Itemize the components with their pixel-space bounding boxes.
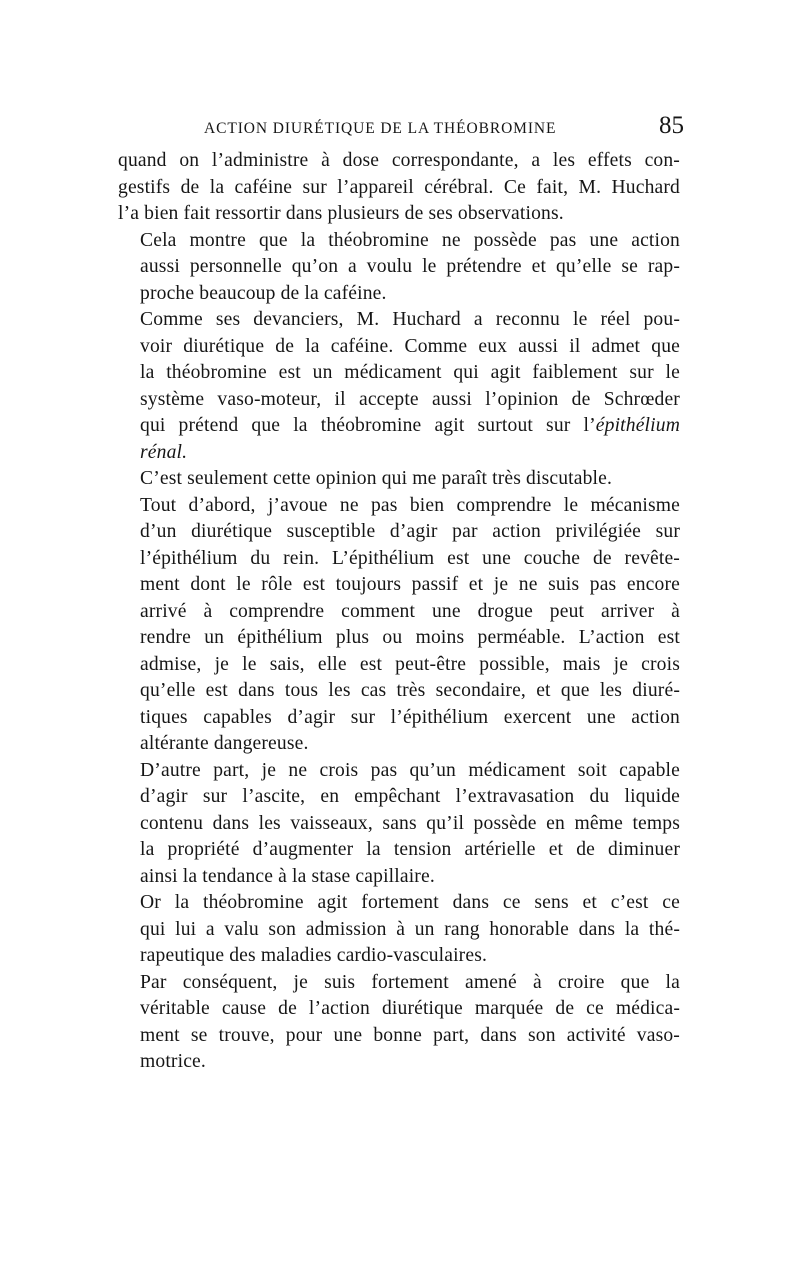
paragraph-4 (118, 466, 680, 493)
text-line: d’agir sur l’ascite, en empêchant l’extravasation du liquide (140, 786, 680, 807)
text-line: Par conséquent, je suis fortement amené à croire que la (140, 971, 680, 993)
text-line: qu’elle est dans tous les cas très secondaire, et que les diuré- (140, 680, 680, 701)
text-line: quand on l’administre à dose correspondante, a les effets con- (118, 150, 680, 171)
text-line: la propriété d’augmenter la tension artérielle et de diminuer (140, 839, 680, 860)
text-line: C’est seulement cette opinion qui me paraît très discutable. (140, 468, 613, 489)
text-line: voir diurétique de la caféine. Comme eux aussi il admet que (140, 335, 680, 357)
text-line: motrice. (140, 1051, 206, 1072)
text-line: D’autre part, je ne crois pas qu’un médicament soit capable (140, 759, 680, 781)
text-line: aussi personnelle qu’on a voulu le prétendre et qu’elle se rap- (140, 256, 680, 277)
text-line: système vaso-moteur, il accepte aussi l’opinion de Schrœder (140, 388, 680, 410)
text-line: gestifs de la caféine sur l’appareil cérébral. Ce fait, M. Huchard (118, 176, 680, 198)
text-line: ainsi la tendance à la stase capillaire. (140, 865, 435, 887)
paragraph-8 (118, 970, 680, 1076)
text-line: ment dont le rôle est toujours passif et je ne suis pas encore (140, 574, 680, 595)
running-title: ACTION DIURÉTIQUE DE LA THÉOBROMINE (204, 120, 557, 137)
text-line: Or la théobromine agit fortement dans ce sens et c’est ce (140, 892, 680, 913)
paragraph-5 (118, 493, 680, 758)
text-line: contenu dans les vaisseaux, sans qu’il possède en même temps (140, 812, 680, 834)
text-line: véritable cause de l’action diurétique marquée de ce médica- (140, 998, 680, 1019)
text-line: d’un diurétique susceptible d’agir par action privilégiée sur (140, 521, 680, 542)
text-line: admise, je le sais, elle est peut-être possible, mais je crois (140, 653, 680, 675)
text-line: arrivé à comprendre comment une drogue peut arriver à (140, 600, 680, 622)
paragraph-1 (118, 148, 680, 228)
text-fragment: qui prétend que la théobromine agit surtout sur l’ (140, 415, 596, 436)
text-line: Tout d’abord, j’avoue ne pas bien comprendre le mécanisme (140, 494, 680, 516)
text-line: proche beaucoup de la caféine. (140, 282, 387, 304)
paragraph-3 (118, 307, 680, 466)
body-text (118, 148, 680, 1076)
text-line: qui lui a valu son admission à un rang honorable dans la thé- (140, 918, 680, 940)
text-line: altérante dangereuse. (140, 733, 309, 754)
text-line: tiques capables d’agir sur l’épithélium exercent une action (140, 706, 680, 728)
text-line: l’épithélium du rein. L’épithélium est une couche de revête- (140, 547, 680, 569)
text-line: l’a bien fait ressortir dans plusieurs de ses observations. (118, 203, 564, 224)
paragraph-2 (118, 228, 680, 308)
text-line: la théobromine est un médicament qui agit faiblement sur le (140, 362, 680, 383)
italic-term: épithélium (595, 415, 680, 436)
italic-term: rénal (140, 441, 183, 463)
text-line: rapeutique des maladies cardio-vasculaires. (140, 945, 488, 966)
italic-punctuation: . (182, 441, 188, 463)
paragraph-7 (118, 890, 680, 970)
text-line (118, 413, 680, 440)
text-line: Cela montre que la théobromine ne possède pas une action (140, 229, 680, 251)
text-line: Comme ses devanciers, M. Huchard a reconnu le réel pou- (140, 309, 680, 330)
text-line: rendre un épithélium plus ou moins perméable. L’action est (140, 627, 680, 648)
text-line: ment se trouve, pour une bonne part, dans son activité vaso- (140, 1024, 680, 1046)
text-line (118, 440, 680, 467)
paragraph-6 (118, 758, 680, 891)
running-header (112, 112, 684, 146)
page-number: 85 (659, 112, 684, 139)
